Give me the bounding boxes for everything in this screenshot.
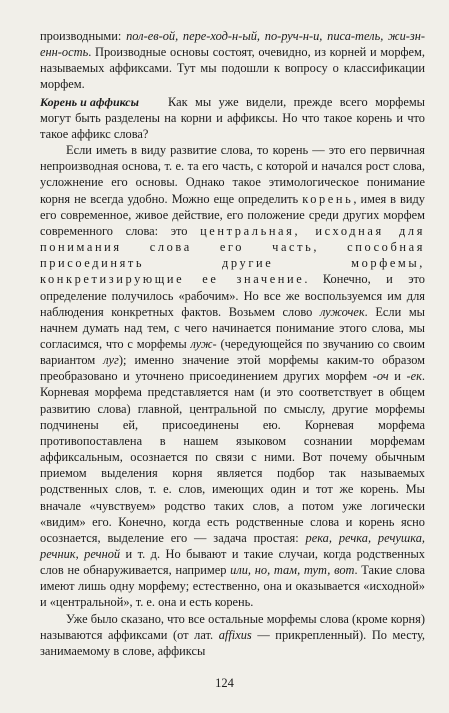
text-run: (чередующейся по звучанию со своим вариантом bbox=[40, 336, 425, 368]
italic-run: лужочек bbox=[319, 304, 365, 319]
text-run: и bbox=[388, 369, 407, 384]
paragraph bbox=[40, 28, 425, 93]
italic-run: луг bbox=[103, 353, 119, 368]
italic-run: -оч bbox=[372, 369, 389, 384]
text-run: . Корневая морфема представляется нам (и это соответствует в общем развитию слова) главной, центральной по смыслу, другие морфемы подчинены ей, присоединены ею. Корневая морфема противопоставлена в нашем языковом сознании морфемам аффиксальным, осознается по связи с ними. Вот почему обычным приемом выделения корня является подбор так называемых родственных слов, т. е. слов, имеющих один и тот же корень. Мы вначале «чувствуем» родство таких слов, а потом уже логически «видим» его. Конечно, когда есть родственные слова и корень ясно осознается, выделение его — задача простая: bbox=[40, 369, 426, 545]
text-run: производными: bbox=[40, 29, 127, 43]
italic-run: -ек bbox=[406, 369, 422, 384]
text-run: и т. д. Но бывают и такие случаи, когда родственных слов не обнаруживается, например bbox=[40, 547, 425, 578]
text-run: . Если мы начнем думать над тем, с чего начинается понимание этого слова, мы согласимся, что с морфемы bbox=[40, 304, 425, 351]
text-run: , имея в виду его современное, живое действие, его положение среди других морфем современного слова: это bbox=[40, 191, 425, 238]
body-text bbox=[40, 28, 425, 659]
text-run: . Конечно, и это определение получилось «рабочим». Но все же воспользуемся им для наблюдения конкретных фактов. Возьмем слово bbox=[40, 272, 425, 319]
text-run: . Такие слова имеют лишь одну морфему; естественно, она и оказывается «исходной» и «центральной», т. е. она и есть корень. bbox=[40, 563, 425, 610]
section-sidehead: Корень и аффиксы bbox=[40, 94, 139, 109]
text-run: . Производные основы состоят, очевидно, из корней и морфем, называемых аффиксами. Тут мы подошли к вопросу о классификации морфем. bbox=[40, 45, 425, 92]
italic-run: или, но, там, тут, вот bbox=[230, 563, 355, 578]
italic-run: пол-ев-ой, пере-ход-н-ый, по-руч-н-и, писа-тель, жи-зн-енн-ость bbox=[40, 29, 425, 60]
text-run: Уже было сказано, что все остальные морфемы слова (кроме корня) называются аффиксами (от лат. bbox=[40, 611, 425, 642]
text-run: ); именно значение этой морфемы каким-то образом преобразовано и уточнено присоединением других морфем bbox=[40, 353, 425, 384]
spaced-emphasis-run: центральная, исходная для понимания слова его часть, способная присоединять другие морфемы, конкретизирующие ее значение bbox=[40, 223, 425, 287]
text-run: — прикрепленный). По месту, занимаемому в слове, аффиксы bbox=[40, 627, 425, 658]
italic-run: луж- bbox=[190, 336, 217, 351]
paragraph-with-sidehead bbox=[40, 94, 425, 142]
spaced-emphasis-run: корень bbox=[302, 191, 354, 206]
page-number: 124 bbox=[215, 676, 234, 690]
italic-run: река, речка, речушка, речник, речной bbox=[40, 530, 425, 561]
text-run: Как мы уже видели, прежде всего морфемы могут быть разделены на корни и аффиксы. Но что такое корень и что такое аффикс слова? bbox=[40, 94, 425, 141]
paragraph bbox=[40, 611, 425, 659]
italic-run: affixus bbox=[218, 627, 252, 642]
paragraph bbox=[40, 142, 425, 611]
text-run: Если иметь в виду развитие слова, то корень — это его первичная непроизводная основа, т. е. та его часть, с которой и начался рост слова, усложнение его основы. Однако такое этимологическое понимание корня не всегда удобно. Можно еще определить bbox=[40, 143, 425, 206]
